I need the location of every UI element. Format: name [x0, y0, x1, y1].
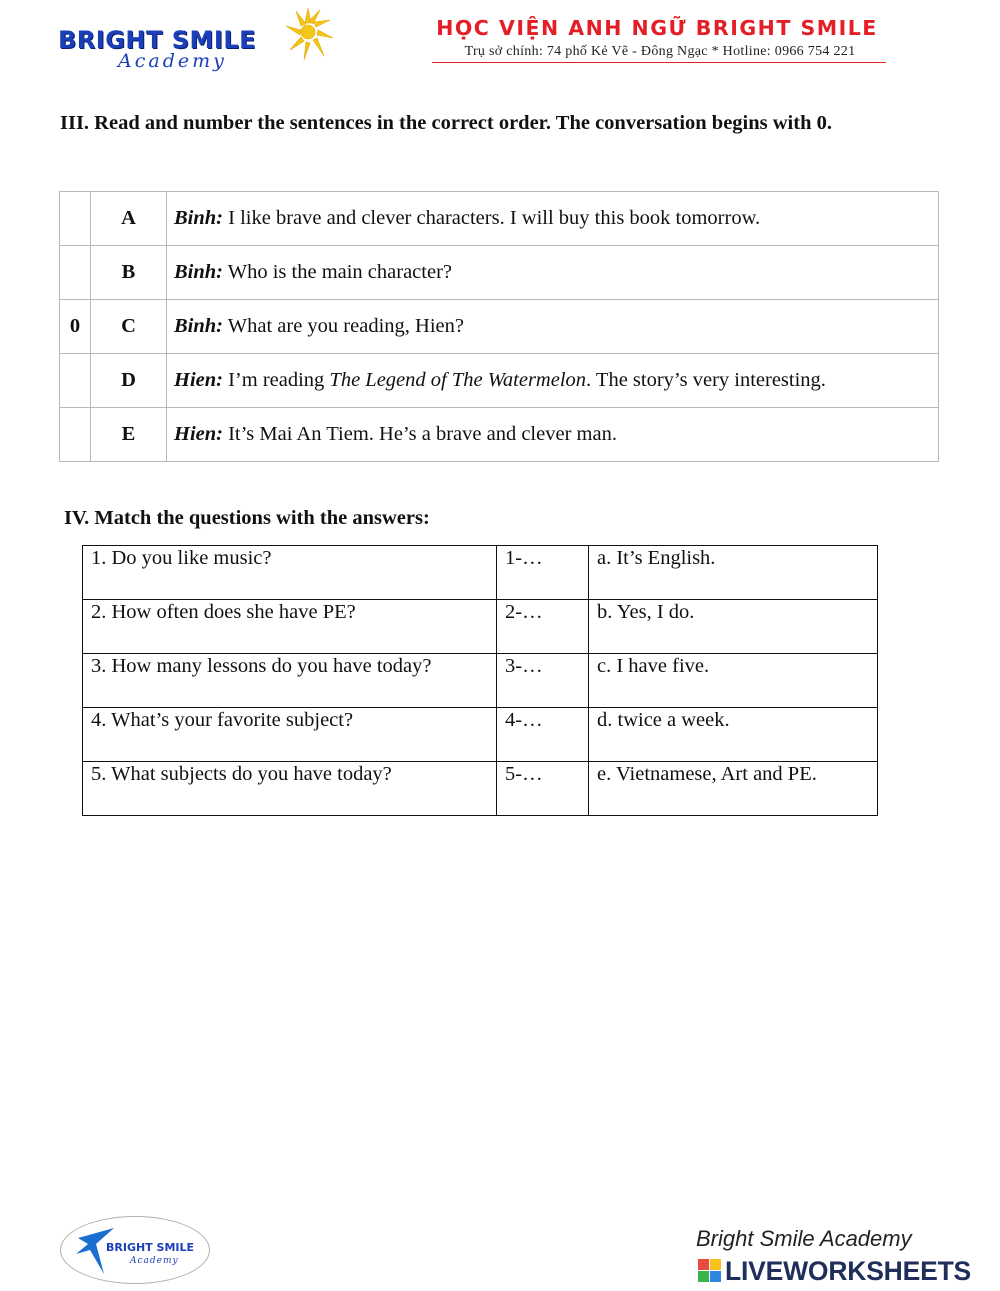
order-sentence: [167, 246, 939, 300]
order-sentence: [167, 192, 939, 246]
order-sentence: [167, 408, 939, 462]
order-row: [60, 354, 939, 408]
order-number-cell[interactable]: [60, 246, 91, 300]
sentence-text: It’s Mai An Tiem. He’s a brave and clever man.: [222, 423, 617, 445]
footer-academy-name: Bright Smile Academy: [696, 1226, 912, 1251]
section-iv-title: IV. Match the questions with the answers:: [64, 507, 430, 529]
match-answer-blank[interactable]: 4-…: [497, 708, 589, 762]
speaker-name: Hien:: [174, 369, 223, 391]
order-letter: E: [91, 408, 167, 462]
order-row: [60, 192, 939, 246]
book-title: The Legend of The Watermelon: [329, 369, 587, 391]
order-sentence: [167, 300, 939, 354]
match-answer-blank[interactable]: 3-…: [497, 654, 589, 708]
match-row: [83, 654, 878, 708]
header-divider: [432, 62, 886, 63]
order-letter: B: [91, 246, 167, 300]
sun-icon: [282, 6, 336, 62]
order-letter: A: [91, 192, 167, 246]
speaker-name: Hien:: [174, 423, 223, 445]
match-answer: a. It’s English.: [589, 546, 878, 600]
order-row: [60, 408, 939, 462]
footer-logo-sub-text: Academy: [130, 1256, 179, 1266]
match-answer-blank[interactable]: 5-…: [497, 762, 589, 816]
match-question: 1. Do you like music?: [83, 546, 497, 600]
sentence-text-end: . The story’s very interesting.: [586, 369, 826, 391]
footer-academy-logo: [60, 1216, 212, 1286]
match-row: [83, 762, 878, 816]
speaker-name: Binh:: [174, 261, 223, 283]
liveworksheets-blocks-icon: [698, 1259, 722, 1283]
match-question: 4. What’s your favorite subject?: [83, 708, 497, 762]
section-iii-title: III. Read and number the sentences in the correct order. The conversation begins with 0.: [60, 112, 832, 134]
match-answer-blank[interactable]: 2-…: [497, 600, 589, 654]
academy-address: Trụ sở chính: 74 phố Kẻ Vẽ - Đông Ngạc * Hotline: 0966 754 221: [464, 44, 856, 59]
order-row: [60, 246, 939, 300]
logo-sub-text: Academy: [118, 50, 227, 72]
liveworksheets-logo[interactable]: [698, 1256, 998, 1286]
match-question: 5. What subjects do you have today?: [83, 762, 497, 816]
footer-logo-main-text: BRIGHT SMILE: [106, 1241, 194, 1254]
match-row: [83, 708, 878, 762]
speaker-name: Binh:: [174, 315, 223, 337]
order-number-cell[interactable]: 0: [60, 300, 91, 354]
match-answer: e. Vietnamese, Art and PE.: [589, 762, 878, 816]
order-number-cell[interactable]: [60, 354, 91, 408]
liveworksheets-text: LIVEWORKSHEETS: [725, 1256, 972, 1286]
match-question: 2. How often does she have PE?: [83, 600, 497, 654]
order-sentence: [167, 354, 939, 408]
sentence-text: I like brave and clever characters. I will buy this book tomorrow.: [223, 207, 761, 229]
match-answer: c. I have five.: [589, 654, 878, 708]
match-answer-blank[interactable]: 1-…: [497, 546, 589, 600]
match-table: [82, 545, 878, 816]
speaker-name: Binh:: [174, 207, 223, 229]
academy-logo: [56, 6, 336, 76]
sentence-text: I’m reading: [222, 369, 330, 391]
match-row: [83, 546, 878, 600]
match-row: [83, 600, 878, 654]
order-letter: D: [91, 354, 167, 408]
order-table: [59, 191, 939, 462]
match-answer: b. Yes, I do.: [589, 600, 878, 654]
order-number-cell[interactable]: [60, 192, 91, 246]
academy-name: HỌC VIỆN ANH NGỮ BRIGHT SMILE: [436, 16, 878, 40]
match-answer: d. twice a week.: [589, 708, 878, 762]
logo-main-text: BRIGHT SMILE: [58, 26, 256, 54]
order-number-cell[interactable]: [60, 408, 91, 462]
order-row: [60, 300, 939, 354]
match-question: 3. How many lessons do you have today?: [83, 654, 497, 708]
sentence-text: What are you reading, Hien?: [223, 315, 464, 337]
order-letter: C: [91, 300, 167, 354]
sentence-text: Who is the main character?: [223, 261, 453, 283]
